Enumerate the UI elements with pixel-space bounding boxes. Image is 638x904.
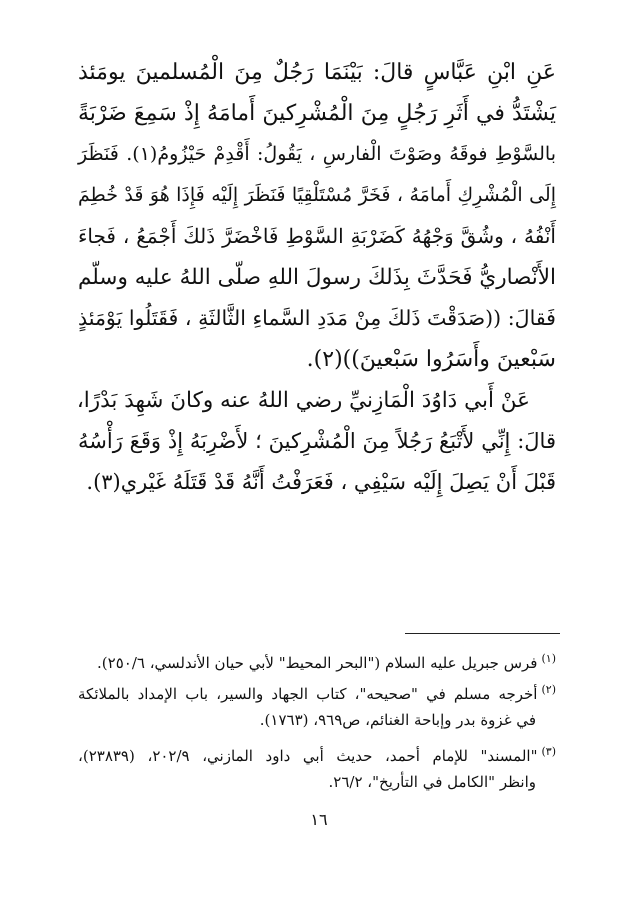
footnote-2	[78, 674, 556, 705]
footnote-1	[78, 643, 556, 674]
footnote-3-continued: وانظر "الكامل في التأريخ"، ٢٦/٢.	[328, 773, 536, 791]
page-number: ١٦	[310, 810, 328, 829]
main-text	[78, 52, 556, 503]
text-line: قالَ: إِنِّي لأَتْبَعُ رَجُلاً مِنَ الْمُشْرِكينَ ؛ لأَضْرِبَهُ إِذْ وَقَعَ رَأْسُهُ	[78, 429, 556, 453]
text-line: بالسَّوْطِ فوقَهُ وصَوْتَ الْفارسِ ، يَقُولُ: أَقْدِمْ حَيْزُومُ(١). فَنَظَرَ	[78, 143, 556, 165]
text-line: عَنِ ابْنِ عَبَّاسٍ قالَ: بَيْنَمَا رَجُلٌ مِنَ الْمُسلمينَ يومَئذ	[78, 60, 556, 85]
footnote-text: أخرجه مسلم في "صحيحه"، كتاب الجهاد والسير، باب الإمداد بالملائكة	[78, 685, 538, 703]
footnotes	[78, 643, 556, 798]
text-line: إِلَى الْمُشْرِكِ أَمامَهُ ، فَخَرَّ مُسْتَلْقِيًا فَنَظَرَ إِلَيْه فَإِذَا هُوَ قَدْ خُطِمَ	[78, 184, 556, 206]
text-line: الأَنْصاريُّ فَحَدَّثَ بِذَلكَ رسولَ اللهِ صلّى اللهُ عليه وسلّم	[78, 265, 556, 290]
footnote-text: "المسند" للإمام أحمد، حديث أبي داود المازني، ٢٠٢/٩، (٢٣٨٣٩)،	[78, 747, 538, 765]
footnote-3	[78, 736, 556, 767]
text-line: سَبْعينَ وأَسَرُوا سَبْعينَ))(٢).	[306, 347, 556, 372]
text-line: عَنْ أَبي دَاوُدَ الْمَازِنيِّ رضي اللهُ عنه وكانَ شَهِدَ بَدْرًا،	[76, 388, 530, 413]
text-line: يَشْتَدُّ في أَثَرِ رَجُلٍ مِنَ الْمُشْرِكينَ أَمامَهُ إِذْ سَمِعَ ضَرْبَةً	[78, 101, 556, 126]
footnote-2-continued: في غزوة بدر وإباحة الغنائم، ص٩٦٩، (١٧٦٣).	[259, 711, 536, 729]
footnote-number: (٢)	[541, 683, 556, 696]
footnote-separator	[405, 633, 560, 634]
text-line: قَبْلَ أَنْ يَصِلَ إِلَيْه سَيْفِي ، فَعَرَفْتُ أَنَّهُ قَدْ قَتَلَهُ غَيْري(٣).	[86, 470, 556, 494]
footnote-number: (١)	[541, 652, 556, 665]
footnote-text: فرس جبريل عليه السلام ("البحر المحيط" لأبي حيان الأندلسي، ٢٥٠/٦).	[97, 654, 538, 672]
text-line: أَنْفُهُ ، وشُقَّ وَجْهُهُ كَضَرْبَةِ السَّوْطِ فَاخْضَرَّ ذَلكَ أَجْمَعُ ، فَجاءَ	[78, 224, 556, 248]
text-line: فَقالَ: ((صَدَقْتَ ذَلكَ مِنْ مَدَدِ السَّماءِ الثَّالثَةِ ، فَقَتَلُوا يَوْمَئذٍ	[78, 306, 556, 330]
footnote-number: (٣)	[541, 745, 557, 758]
